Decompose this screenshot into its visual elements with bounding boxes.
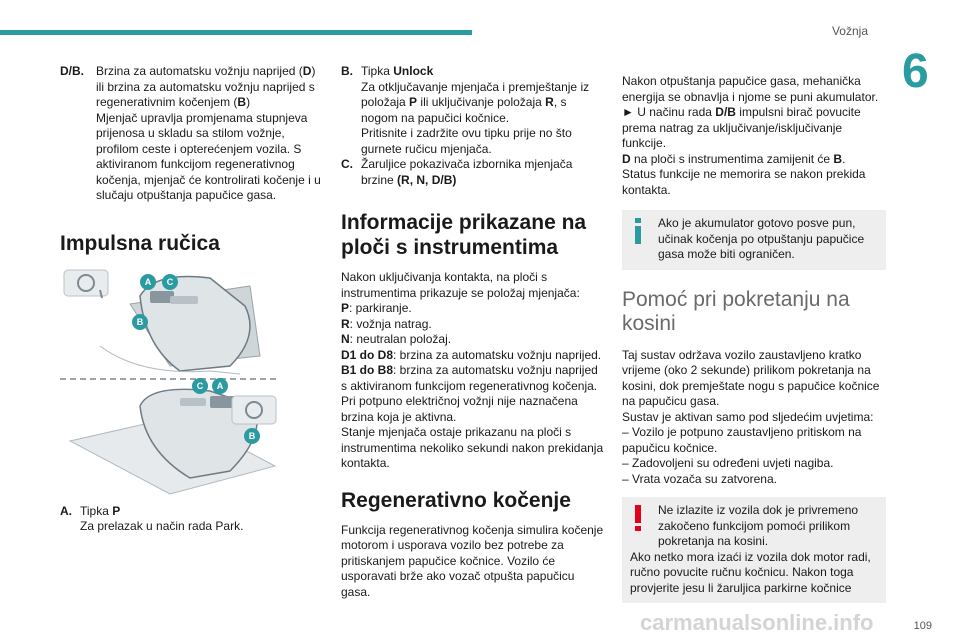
text-bold: D1 do D8 [341,347,394,362]
regen-cont-1: Nakon otpuštanja papučice gasa, mehanička energija se obnavlja i njome se puni akumulator. [622,74,879,104]
info-b [341,363,605,394]
text-bold: P [112,503,121,518]
definition-key: D/B. [60,64,84,78]
column-3 [622,74,886,613]
info-box-text: Ako je akumulator gotovo posve pun, učinak kočenja po otpuštanju papučice gasa može biti ograničen. [658,216,865,261]
gear-selector-illustration [60,266,320,496]
text-bold: B [237,95,247,109]
info-electric: Pri potpuno električnoj vožnji nije naznačena brzina koja je aktivna. [341,394,578,424]
callout-c-label: C [166,276,174,287]
heading-instrument-info: Informacije prikazane na ploči s instrumentima [341,211,587,259]
header-accent-bar [0,30,472,35]
definition-text [96,64,322,204]
text-bold: D [622,151,631,166]
text: , s nogom na papučici kočnice. [361,95,567,125]
column-1 [60,64,322,535]
heading-hill-start: Pomoć pri pokretanju na kosini [622,287,850,335]
warning-icon [631,505,645,531]
text-bold: P [409,95,418,109]
callout-a-2-label: A [216,380,224,391]
indicator-strip-2 [180,398,206,406]
text: Tipka [80,503,113,518]
info-intro: Nakon uključivanja kontakta, na ploči s instrumentima prikazuje se položaj mjenjača: [341,270,580,300]
heading-impulse-lever: Impulsna ručica [60,231,220,255]
callout-b-label: B [136,316,144,327]
hill-list-2: – Zadovoljeni su određeni uvjeti nagiba. [622,456,834,470]
column-2 [341,64,605,600]
definition-b [341,64,605,157]
text: . [842,151,846,166]
gear-selector-drawing [60,266,280,496]
regen-cont-4: Status funkcije ne memorira se nakon prekida kontakta. [622,167,866,197]
text: ) [246,95,251,109]
definition-key: C. [341,157,353,171]
info-box [622,210,886,270]
text: : vožnja natrag. [349,316,432,331]
text: ) ili brzina za automatsku vožnju naprijed s regenerativnim kočenjem ( [96,64,316,109]
text: : brzina za automatsku vožnju naprijed. [393,347,602,362]
text-bold: D [302,64,312,78]
definition-a [60,504,322,535]
text: ili uključivanje položaja [417,95,546,109]
definition-key: A. [60,503,72,518]
hill-list-1: – Vozilo je potpuno zaustavljeno pritiskom na papučicu kočnice. [622,425,862,455]
callout-a-label: A [144,276,152,287]
indicator-strip [170,296,198,304]
watermark: carmanualsonline.info [640,610,874,635]
text: impulsni birač povucite prema natrag za uključivanje/isključivanje funkcije. [622,105,861,150]
text: : parkiranje. [349,301,412,315]
steering-wheel-icon-2 [232,396,276,424]
callout-b-2-label: B [248,430,256,441]
warning-box-text-2: Ako netko mora izaći iz vozila dok motor radi, ručno povucite ručnu kočnicu. Nakon toga provjerite jesu li žaruljica parkirne kočnice [630,549,871,595]
arrow-icon: ► [622,105,634,119]
definition-text [361,64,605,157]
callout-c-2-label: C [196,380,204,391]
text-bold: N [341,332,350,346]
regen-text: Funkcija regenerativnog kočenja simulira kočenje motorom i usporava vozilo bez potrebe za pritiskanjem papučice kočnice. Vozilo će usporavati brže ako vozač otpušta papučicu gasa. [341,522,604,599]
text-bold: P [341,301,350,315]
hill-2: Sustav je aktivan samo pod sljedećim uvjetima: [622,409,874,424]
heading-regenerative-braking: Regenerativno kočenje [341,488,571,512]
definition-db [60,64,322,204]
section-title: Vožnja [831,24,868,38]
page-number: 109 [913,620,932,632]
warning-box-text: Ne izlazite iz vozila dok je privremeno zakočeno funkcijom pomoći prilikom pokretanja na kosini. [658,503,859,548]
definition-key: B. [341,64,353,78]
text: Brzina za automatsku vožnju naprijed ( [96,64,303,78]
text: na ploči s instrumentima zamijenit će [630,151,834,166]
text: : neutralan položaj. [349,332,452,346]
info-d [341,348,605,364]
regen-cont-2 [622,105,886,152]
text: Mjenjač upravlja promjenama stupnjeva prijenosa u skladu sa stilom vožnje, profilom ceste i opterećenjem vozila. S aktiviranom funkcijom regenerativnog kočenja, mjenjač će kontrolirati kočenje i u slučaju otpuštanja papučice gasa. [96,110,321,202]
text: Za prelazak u način rada Park. [80,519,244,533]
info-r [341,317,605,333]
info-n [341,332,605,348]
text-bold: B [833,151,843,166]
text: Tipka [361,64,394,78]
info-icon [631,218,645,244]
warning-box [622,497,886,603]
text-bold: D/B [715,105,736,119]
definition-text [361,157,605,188]
text-bold: (R, N, D/B) [397,172,457,187]
definition-c [341,157,605,188]
info-p [341,301,605,317]
text: Pritisnite i zadržite ovu tipku prije no što gurnete ručicu mjenjača. [361,126,572,156]
text: U načinu rada [633,105,716,119]
hill-1: Taj sustav održava vozilo zaustavljeno kratko vrijeme (oko 2 sekunde) prilikom pokretanja na kosini, dok premještate nogu s papučice kočnice na papučicu gasa. [622,347,880,408]
text: Za otključavanje mjenjača i premještanje iz položaja [361,79,590,109]
regen-cont-3 [622,152,886,168]
text-bold: R [545,95,554,109]
text-bold: Unlock [393,64,434,78]
info-stays: Stanje mjenjača ostaje prikazanu na ploči s instrumentima nekoliko sekundi nakon prekidanja kontakta. [341,425,604,470]
text-bold: R [341,316,350,331]
text-bold: B1 do B8 [341,363,394,377]
text: : brzina za automatsku vožnju naprijed s aktiviranom funkcijom regenerativnog kočenja. [341,363,598,393]
text: Žaruljice pokazivača izbornika mjenjača brzine [361,157,573,187]
hill-list-3: – Vrata vozača su zatvorena. [622,471,777,486]
definition-text [80,504,322,535]
chapter-number: 6 [902,45,929,98]
